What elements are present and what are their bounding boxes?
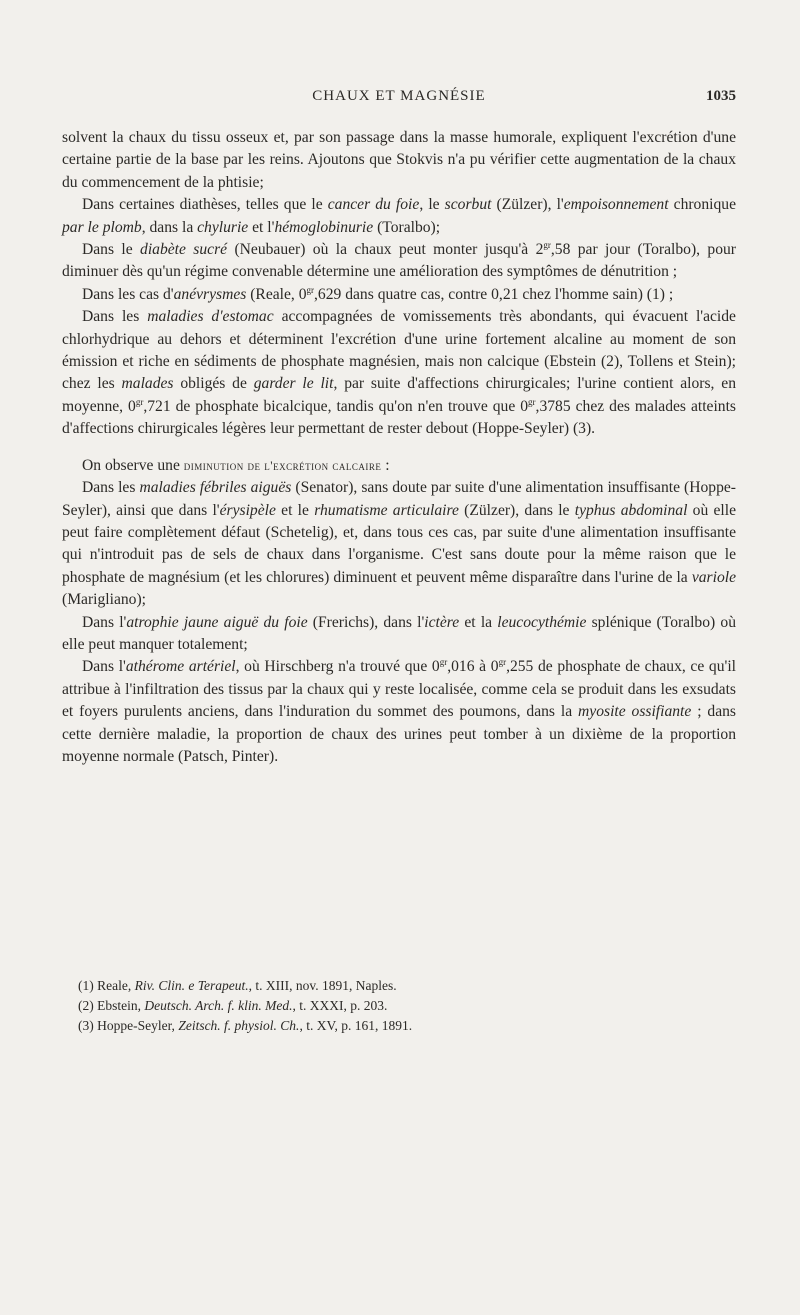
text-run: (Frerichs), dans l' [307, 613, 425, 631]
small-caps-heading: diminution de l'excrétion calcaire [183, 457, 382, 473]
text-run: Dans le [82, 241, 141, 259]
text-run: accompagnées de vomissements très abondants, qui évacuent l'acide chlorhydrique au dehors et déterminent l'excrétion d'une urine fortement alcaline au moment de son émission et riche en sédiments de phosphate magnésien, mais non calcique (Ebstein (2), Tollens et Stein); chez les [62, 308, 736, 393]
footnotes [78, 976, 728, 1036]
italic-term: diabète sucré [140, 241, 228, 259]
italic-term: scorbut [444, 196, 492, 214]
text-run: et le [275, 501, 315, 519]
italic-term: athérome artériel [125, 658, 236, 676]
text-run: obligés de [173, 375, 254, 393]
text-run: (Zülzer), dans le [458, 501, 575, 519]
running-header [62, 88, 736, 112]
text-run: ,58 par jour (Toralbo), pour diminuer dès qu'un régime convenable détermine une amélioration des symptômes de dénutrition ; [62, 241, 736, 281]
text-run: (3) Hoppe-Seyler, [78, 1018, 179, 1033]
italic-term: Deutsch. Arch. f. klin. Med. [144, 998, 293, 1013]
text-run: , t. XIII, nov. 1891, Naples. [248, 978, 397, 993]
text-run: On observe une [82, 456, 184, 474]
italic-term: chylurie [197, 218, 249, 236]
paragraph [62, 284, 736, 306]
superscript-unit: gr [135, 396, 144, 407]
footnote [78, 976, 728, 996]
text-run: et la [459, 613, 498, 631]
text-run: ,016 à 0 [447, 658, 499, 676]
paragraph [62, 127, 736, 194]
text-run: (Toralbo); [373, 218, 441, 236]
paragraph [62, 239, 736, 284]
italic-term: ictère [424, 613, 460, 631]
text-run: , t. XXXI, p. 203. [292, 998, 388, 1013]
text-run: chronique [668, 196, 737, 214]
text-run: (Zülzer), l' [491, 196, 564, 214]
text-run: Dans les [82, 479, 140, 497]
text-run: (Senator), sans doute par suite d'une alimentation insuffisante (Hoppe-Seyler), ainsi que dans l' [62, 479, 736, 519]
italic-term: garder le lit [253, 375, 334, 393]
text-run: : [381, 456, 390, 474]
text-run: , où Hirschberg n'a trouvé que 0 [235, 658, 440, 676]
italic-term: par le plomb [62, 218, 142, 236]
text-run: Dans l' [82, 658, 126, 676]
text-run: solvent la chaux du tissu osseux et, par son passage dans la masse humorale, expliquent l'excrétion d'une certaine partie de la base par les reins. Ajoutons que Stokvis n'a pu vérifier cette augmentation de la chaux du commencement de la phtisie; [62, 129, 736, 191]
paragraph [62, 306, 736, 440]
text-run: et l' [248, 218, 275, 236]
italic-term: hémoglobinurie [274, 218, 374, 236]
italic-term: typhus abdominal [574, 501, 688, 519]
italic-term: variole [691, 568, 736, 586]
italic-term: Zeitsch. f. physiol. Ch. [178, 1018, 300, 1033]
italic-term: rhumatisme articulaire [314, 501, 459, 519]
text-run: ,255 de phosphate de chaux, ce qu'il attribue à l'infiltration des tissus par la chaux qui y reste localisée, comme cela se produit dans les exsudats et foyers purulents anciens, dans l'induration du sommet des poumons, dans la [62, 658, 737, 721]
text-run: , par suite d'affections chirurgicales; l'urine contient alors, en moyenne, 0 [62, 375, 736, 415]
text-run: ,721 de phosphate bicalcique, tandis qu'on n'en trouve que 0 [143, 397, 529, 415]
text-run: (2) Ebstein, [78, 998, 145, 1013]
text-run: Dans l' [82, 613, 127, 631]
superscript-unit: gr [528, 396, 536, 407]
text-run: , dans la [141, 218, 198, 236]
text-run: splénique (Toralbo) où elle peut manquer totalement; [62, 613, 736, 653]
text-run: ,629 dans quatre cas, contre 0,21 chez l'homme sain) (1) ; [314, 285, 674, 303]
footnote [78, 996, 728, 1016]
italic-term: malades [121, 375, 174, 393]
text-run: (Marigliano); [62, 591, 147, 609]
superscript-unit: gr [498, 657, 507, 668]
paragraph [62, 477, 736, 611]
text-run: ,3785 chez des malades atteints d'affections chirurgicales légères leur permettant de rester debout (Hoppe-Seyler) (3). [62, 397, 737, 438]
text-run: (1) Reale, [78, 978, 135, 993]
text-run: , t. XV, p. 161, 1891. [299, 1018, 413, 1033]
italic-term: Riv. Clin. e Terapeut. [134, 978, 249, 993]
italic-term: leucocythémie [497, 613, 587, 631]
body-text [62, 127, 736, 768]
running-title: CHAUX ET MAGNÉSIE [312, 88, 486, 104]
text-run: Dans les cas d' [82, 285, 174, 303]
paragraph [62, 656, 736, 768]
italic-term: empoisonnement [563, 196, 669, 214]
superscript-unit: gr [439, 657, 448, 668]
text-run: Dans certaines diathèses, telles que le [82, 196, 328, 214]
text-run: ; dans cette dernière maladie, la proportion de chaux des urines peut tomber à un dixième de la proportion moyenne normale (Patsch, Pinter). [62, 703, 736, 765]
superscript-unit: gr [543, 240, 551, 251]
text-run: (Neubauer) où la chaux peut monter jusqu'à 2 [227, 241, 544, 259]
text-run: , le [419, 196, 445, 214]
italic-term: cancer du foie [327, 196, 420, 214]
paragraph [62, 612, 736, 657]
italic-term: érysipèle [219, 501, 276, 519]
italic-term: atrophie jaune aiguë du foie [126, 613, 308, 631]
footnote [78, 1016, 728, 1036]
italic-term: anévrysmes [173, 285, 247, 303]
text-run: (Reale, 0 [246, 285, 307, 303]
page-number: 1035 [706, 88, 736, 104]
italic-term: maladies fébriles aiguës [139, 479, 292, 497]
superscript-unit: gr [306, 284, 315, 295]
paragraph [62, 194, 736, 239]
italic-term: maladies d'estomac [147, 308, 274, 326]
text-run: où elle peut faire complètement défaut (Schetelig), et, dans tous ces cas, par suite d'une alimentation insuffisante qui n'introduit pas de sels de chaux dans l'organisme. C'est sans doute pour la même raison que le phosphate de magnésium (et les chlorures) diminuent et peuvent même disparaître dans l'urine de la [62, 501, 737, 586]
italic-term: myosite ossifiante [578, 703, 692, 721]
paragraph [62, 455, 736, 477]
text-run: Dans les [82, 308, 148, 326]
